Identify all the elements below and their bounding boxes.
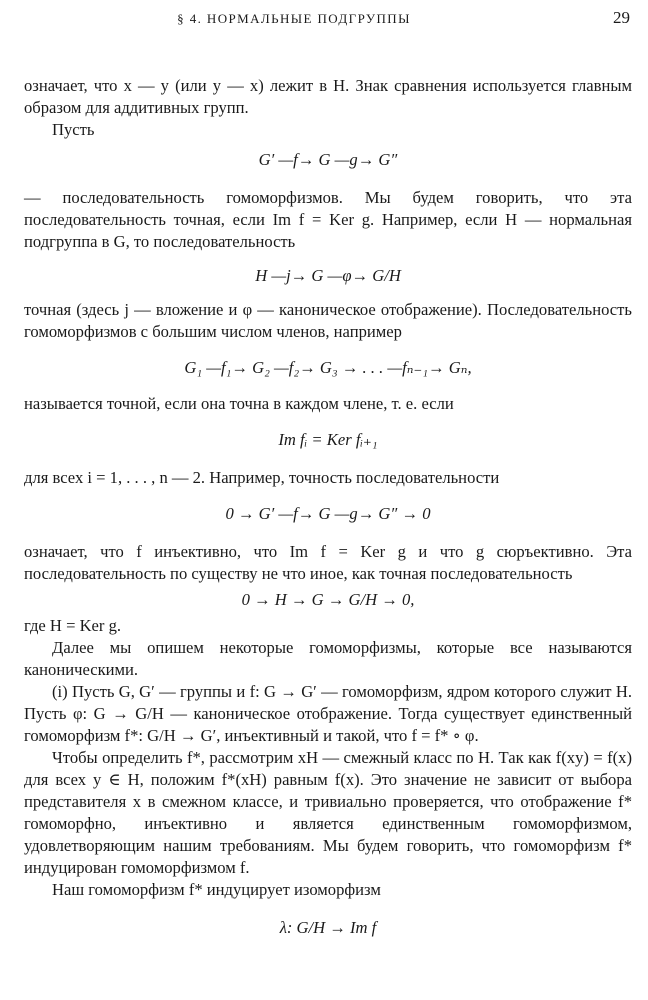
paragraph: где H = Ker g. xyxy=(24,616,122,635)
equation: Im fᵢ = Ker fᵢ₊₁ xyxy=(278,430,378,449)
paragraph: для всех i = 1, . . . , n — 2. Например, точность последовательности xyxy=(24,468,500,487)
equation: H —j→ G —φ→ G/H xyxy=(255,266,401,285)
paragraph: точная (здесь j — вложение и φ — каноническое отображение). Последовательность гомоморфизмов с большим числом членов, например xyxy=(24,300,632,341)
paragraph: — последовательность гомоморфизмов. Мы будем говорить, что эта последовательность точная, если Im f = Ker g. Например, если H — нормальная подгруппа в G, то последовательность xyxy=(24,188,632,251)
paragraph: (i) Пусть G, G′ — группы и f: G → G′ — гомоморфизм, ядром которого служит H. Пусть φ: G → G/H — каноническое отображение. Тогда существует единственный гомоморфизм f*: G/H → G′, инъективный и такой, что f = f* ∘ φ. xyxy=(24,682,632,745)
running-head: § 4. НОРМАЛЬНЫЕ ПОДГРУППЫ xyxy=(177,11,411,26)
paragraph: Далее мы опишем некоторые гомоморфизмы, которые все называются каноническими. xyxy=(24,638,632,679)
paragraph: Наш гомоморфизм f* индуцирует изоморфизм xyxy=(52,880,381,899)
equation: 0 → H → G → G/H → 0, xyxy=(241,590,415,609)
paragraph: означает, что x — y (или y — x) лежит в H. Знак сравнения используется главным образом для аддитивных групп. xyxy=(24,76,632,117)
paragraph: Пусть xyxy=(52,120,95,139)
equation: λ: G/H → Im f xyxy=(279,918,377,937)
page-header xyxy=(0,8,648,32)
page-body xyxy=(24,75,632,939)
equation: G′ —f→ G —g→ G″ xyxy=(258,150,398,169)
equation: G₁ —f₁→ G₂ —f₂→ G₃ → . . . —fₙ₋₁→ Gₙ, xyxy=(184,358,472,377)
paragraph: Чтобы определить f*, рассмотрим xH — смежный класс по H. Так как f(xy) = f(x) для всех y ∈ H, положим f*(xH) равным f(x). Это значение не зависит от выбора представителя x в смежном классе, и тривиально проверяется, что отображение f* гомоморфно, инъективно и является единственным гомоморфизмом, удовлетворяющим нашим требованиям. Мы будем говорить, что гомоморфизм f* индуцирован гомоморфизмом f. xyxy=(24,748,632,877)
paragraph: называется точной, если она точна в каждом члене, т. е. если xyxy=(24,394,454,413)
equation: 0 → G′ —f→ G —g→ G″ → 0 xyxy=(225,504,431,523)
page-number: 29 xyxy=(613,8,630,27)
paragraph: означает, что f инъективно, что Im f = Ker g и что g сюръективно. Эта последовательность по существу не что иное, как точная последовательность xyxy=(24,542,632,583)
